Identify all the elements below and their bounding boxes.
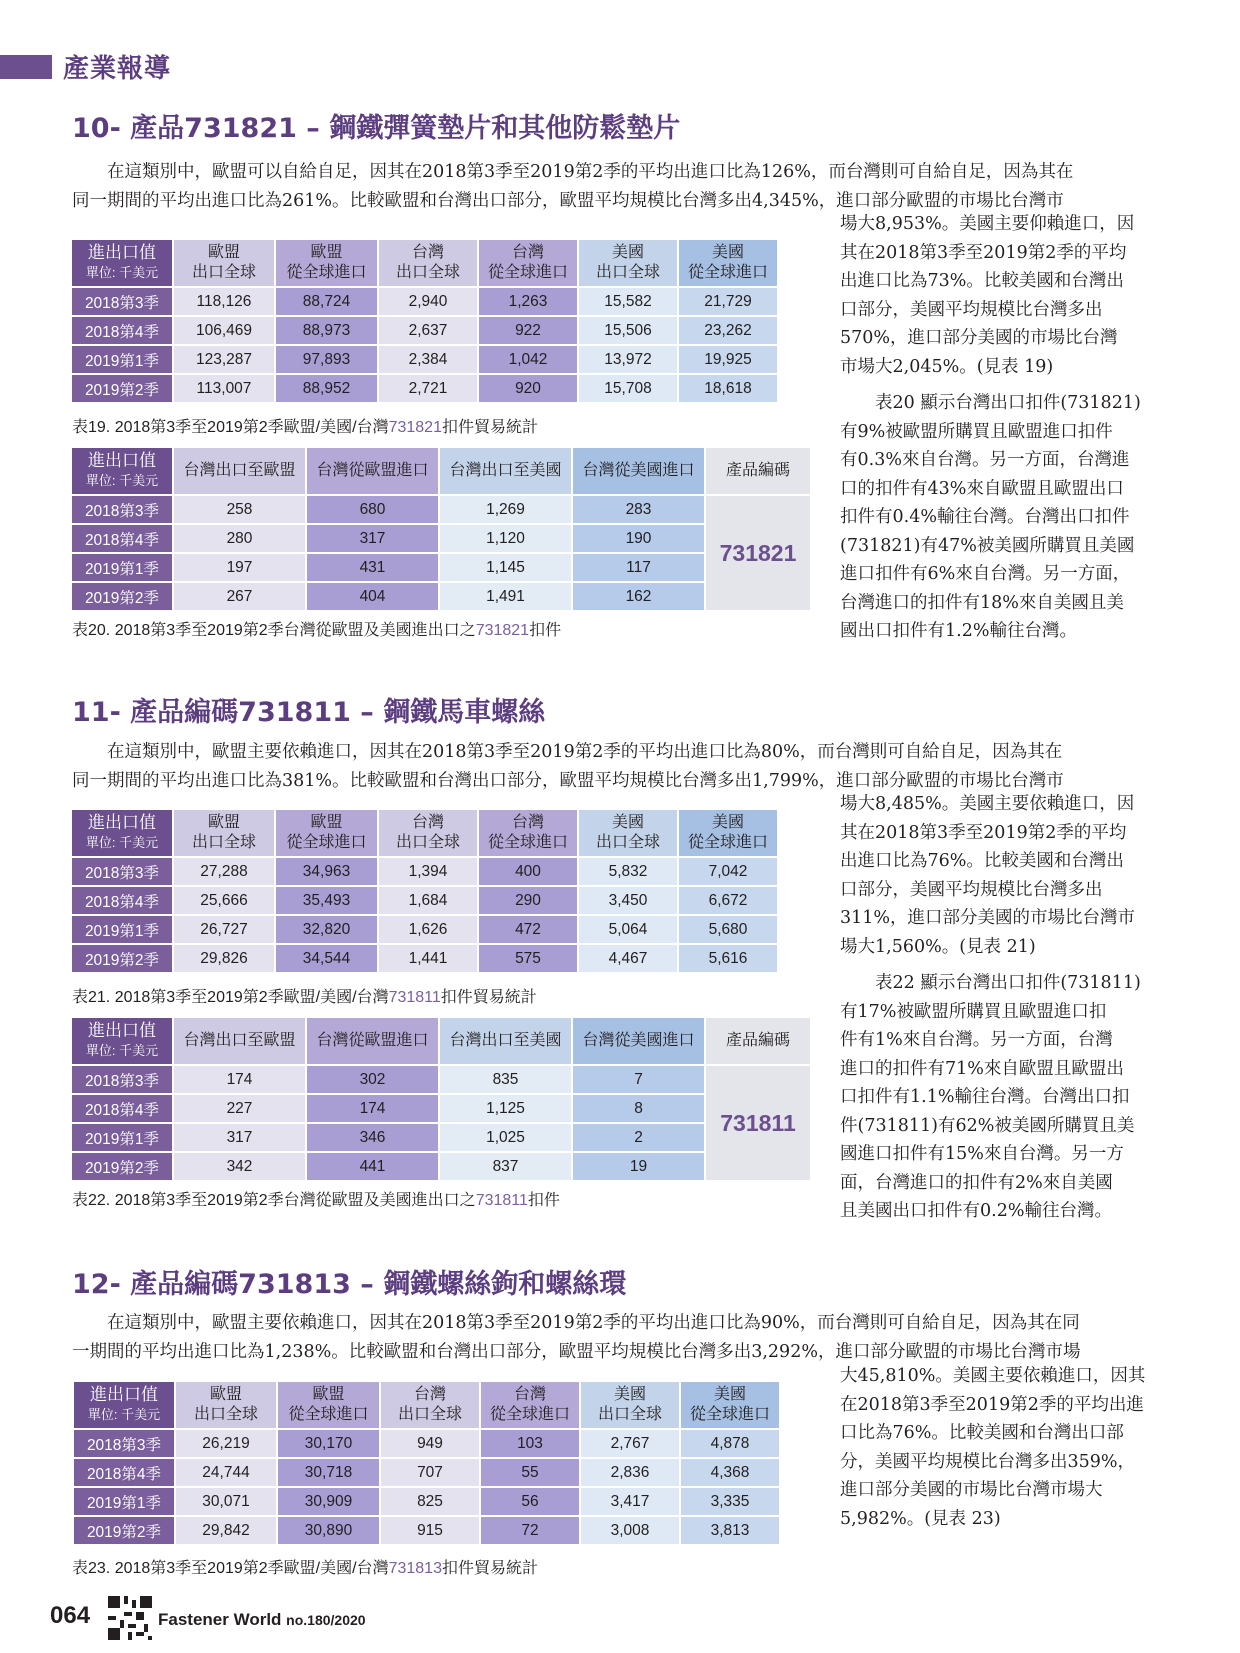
table-row: 2019第2季 29,826 34,544 1,441 575 4,467 5,616 [72, 945, 777, 972]
table-header-cell: 台灣 從全球進口 [479, 240, 577, 286]
table-row: 2018第4季 24,744 30,718 707 55 2,836 4,368 [74, 1459, 779, 1486]
table-19-caption: 表19. 2018第3季至2019第2季歐盟/美國/台灣731821扣件貿易統計 [72, 419, 538, 436]
table-header-cell: 歐盟 出口全球 [174, 240, 274, 286]
table-22 [70, 1016, 812, 1182]
table-header-cell: 台灣出口至美國 [440, 448, 571, 494]
table-row: 2019第1季 30,071 30,909 825 56 3,417 3,335 [74, 1488, 779, 1515]
table-row: 2019第1季 26,727 32,820 1,626 472 5,064 5,680 [72, 916, 777, 943]
table-row: 2018第4季 106,469 88,973 2,637 922 15,506 23,262 [72, 317, 777, 344]
table-header-cell: 台灣 從全球進口 [481, 1382, 579, 1428]
table-header-cell: 美國 從全球進口 [681, 1382, 779, 1428]
table-row: 2019第2季 29,842 30,890 915 72 3,008 3,813 [74, 1517, 779, 1544]
table-header-cell: 台灣 從全球進口 [479, 810, 577, 856]
qr-code-icon [108, 1596, 152, 1640]
page-number: 064 [50, 1602, 91, 1629]
table-row: 2018第4季 280 317 1,120 190 [72, 525, 810, 552]
table-row: 2019第1季 197 431 1,145 117 [72, 554, 810, 581]
table-header-cell: 美國 從全球進口 [679, 810, 777, 856]
section-title-12: 12- 產品編碼731813 – 鋼鐵螺絲鉤和螺絲環 [72, 1269, 627, 1300]
table-19 [70, 238, 779, 404]
table-header-cell: 歐盟 出口全球 [176, 1382, 276, 1428]
table-header-cell: 產品編碼 [706, 448, 810, 494]
section-11-intro: 在這類別中，歐盟主要依賴進口，因其在2018第3季至2019第2季的平均出進口比為80%，而台灣則可自給自足，因為其在 同一期間的平均出進口比為381%。比較歐盟和台灣出口部分，歐盟平均規模比台灣多出1,799%，進口部分歐盟的市場比台灣市 [72, 742, 1064, 791]
product-code: 731821 [706, 496, 810, 610]
table-21-caption: 表21. 2018第3季至2019第2季歐盟/美國/台灣731811扣件貿易統計 [72, 989, 537, 1006]
table-20-caption: 表20. 2018第3季至2019第2季台灣從歐盟及美國進出口之731821扣件 [72, 622, 562, 639]
section-10-sidebar-text: 場大8,953%。美國主要仰賴進口，因 其在2018第3季至2019第2季的平均 出進口比為73%。比較美國和台灣出 口部分，美國平均規模比台灣多出 570%，進口部分美國的市場比台灣 市場大2,045%。(見表 19) 表20 顯示台灣出口扣件(731821) 有9%被歐盟所購買且歐盟進口扣件 有0.3%來自台灣。另一方面，台灣進 口的扣件有43%來自歐盟且歐盟出口 扣件有0.4%輸往台灣。台灣出口扣件 (731821)有47%被美國所購買且美國 進口扣件有6%來自台灣。另一方面， 台灣進口的扣件有18%來自美國且美 國出口扣件有1.2%輸往台灣。 [840, 214, 1141, 641]
table-header-cell: 產品編碼 [706, 1018, 810, 1064]
table-header-cell: 台灣出口至美國 [440, 1018, 571, 1064]
table-row: 2019第2季 267 404 1,491 162 [72, 583, 810, 610]
table-header-cell: 歐盟 從全球進口 [276, 240, 377, 286]
table-23-caption: 表23. 2018第3季至2019第2季歐盟/美國/台灣731813扣件貿易統計 [72, 1560, 538, 1577]
table-header-cell: 台灣出口至歐盟 [174, 1018, 305, 1064]
section-title-11: 11- 產品編碼731811 – 鋼鐵馬車螺絲 [72, 697, 546, 728]
table-row: 2019第2季 113,007 88,952 2,721 920 15,708 18,618 [72, 375, 777, 402]
table-header-cell: 台灣從歐盟進口 [307, 1018, 438, 1064]
table-row: 2018第3季 258 680 1,269 283 731821 [72, 496, 810, 523]
table-header-cell: 台灣 出口全球 [381, 1382, 479, 1428]
table-row: 2019第1季 123,287 97,893 2,384 1,042 13,972 19,925 [72, 346, 777, 373]
table-header-cell: 進出口值 單位: 千美元 [74, 1382, 174, 1428]
product-code: 731811 [706, 1066, 810, 1180]
section-12-sidebar-text: 大45,810%。美國主要依賴進口，因其 在2018第3季至2019第2季的平均出進 口比為76%。比較美國和台灣出口部 分，美國平均規模比台灣多出359%， 進口部分美國的市場比台灣市場大 5,982%。(見表 23) [840, 1366, 1146, 1529]
section-title-10: 10- 產品731821 – 鋼鐵彈簧墊片和其他防鬆墊片 [72, 113, 681, 144]
table-header-cell: 美國 從全球進口 [679, 240, 777, 286]
magazine-name: Fastener World no.180/2020 [158, 1610, 366, 1629]
table-header-cell: 進出口值 單位: 千美元 [72, 810, 172, 856]
table-23 [72, 1380, 781, 1546]
table-header-cell: 歐盟 從全球進口 [276, 810, 377, 856]
table-header-cell: 進出口值 單位: 千美元 [72, 1018, 172, 1064]
table-22-caption: 表22. 2018第3季至2019第2季台灣從歐盟及美國進出口之731811扣件 [72, 1192, 560, 1209]
table-row: 2018第3季 27,288 34,963 1,394 400 5,832 7,042 [72, 858, 777, 885]
section-11-sidebar-text: 場大8,485%。美國主要依賴進口，因 其在2018第3季至2019第2季的平均 出進口比為76%。比較美國和台灣出 口部分，美國平均規模比台灣多出 311%，進口部分美國的市場比台灣市 場大1,560%。(見表 21) 表22 顯示台灣出口扣件(731811) 有17%被歐盟所購買且歐盟進口扣 件有1%來自台灣。另一方面，台灣 進口的扣件有71%來自歐盟且歐盟出 口扣件有1.1%輸往台灣。台灣出口扣 件(731811)有62%被美國所購買且美 國進口扣件有15%來自台灣。另一方 面，台灣進口的扣件有2%來自美國 且美國出口扣件有0.2%輸往台灣。 [840, 794, 1141, 1221]
table-header-cell: 台灣從歐盟進口 [307, 448, 438, 494]
table-header-cell: 進出口值 單位: 千美元 [72, 240, 172, 286]
table-header-cell: 美國 出口全球 [579, 810, 677, 856]
table-header-cell: 進出口值 單位: 千美元 [72, 448, 172, 494]
table-header-cell: 台灣 出口全球 [379, 810, 477, 856]
table-header-cell: 美國 出口全球 [581, 1382, 679, 1428]
table-header-cell: 歐盟 從全球進口 [278, 1382, 379, 1428]
section-header: 產業報導 [63, 54, 172, 84]
table-row: 2018第4季 227 174 1,125 8 [72, 1095, 810, 1122]
table-header-cell: 台灣從美國進口 [573, 1018, 704, 1064]
table-row: 2018第3季 26,219 30,170 949 103 2,767 4,878 [74, 1430, 779, 1457]
table-row: 2019第2季 342 441 837 19 [72, 1153, 810, 1180]
table-header-cell: 美國 出口全球 [579, 240, 677, 286]
section-12-intro: 在這類別中，歐盟主要依賴進口，因其在2018第3季至2019第2季的平均出進口比為90%，而台灣則可自給自足，因為其在同 一期間的平均出進口比為1,238%。比較歐盟和台灣出口部分，歐盟平均規模比台灣多出3,292%，進口部分歐盟的市場比台灣市場 [72, 1313, 1081, 1362]
table-21 [70, 808, 779, 974]
section-10-intro: 在這類別中，歐盟可以自給自足，因其在2018第3季至2019第2季的平均出進口比為126%，而台灣則可自給自足，因為其在 同一期間的平均出進口比為261%。比較歐盟和台灣出口部分，歐盟平均規模比台灣多出4,345%，進口部分歐盟的市場比台灣市 [72, 162, 1074, 211]
table-row: 2018第4季 25,666 35,493 1,684 290 3,450 6,672 [72, 887, 777, 914]
header-accent-bar [0, 55, 52, 79]
table-header-cell: 台灣 出口全球 [379, 240, 477, 286]
table-row: 2018第3季 174 302 835 7 731811 [72, 1066, 810, 1093]
table-header-cell: 歐盟 出口全球 [174, 810, 274, 856]
table-row: 2018第3季 118,126 88,724 2,940 1,263 15,582 21,729 [72, 288, 777, 315]
table-header-cell: 台灣從美國進口 [573, 448, 704, 494]
table-20 [70, 446, 812, 612]
table-row: 2019第1季 317 346 1,025 2 [72, 1124, 810, 1151]
table-header-cell: 台灣出口至歐盟 [174, 448, 305, 494]
